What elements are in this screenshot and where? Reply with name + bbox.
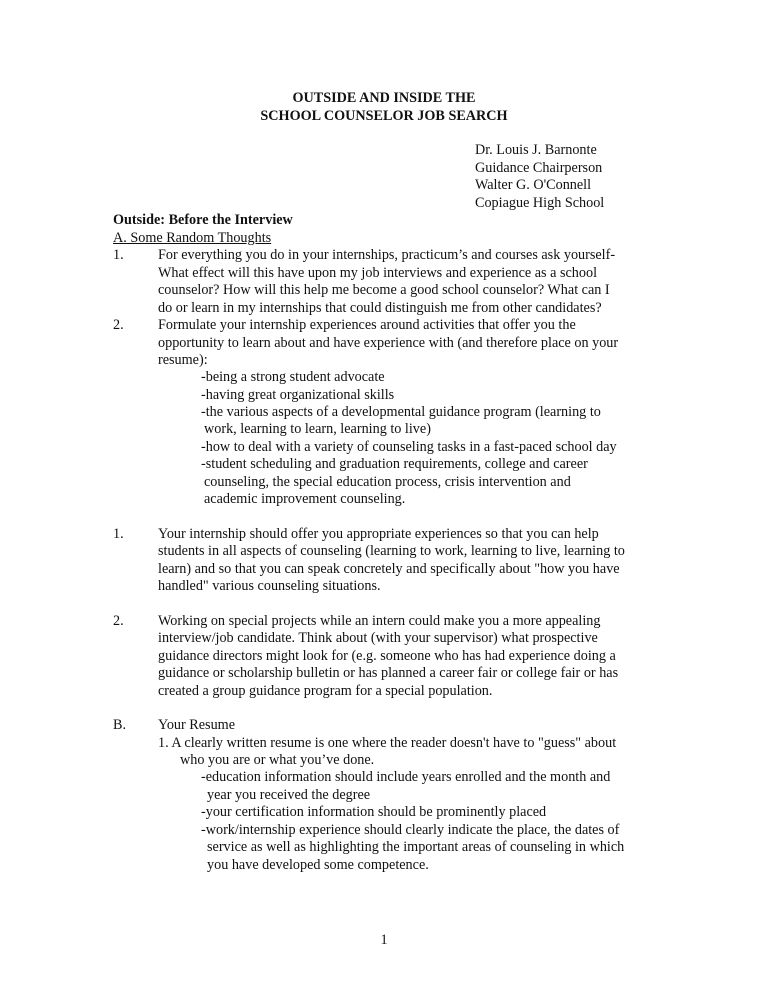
author-line: Dr. Louis J. Barnonte [475, 142, 597, 158]
paragraph-line: guidance directors might look for (e.g. someone who has had experience doing a [158, 648, 616, 664]
paragraph-line: do or learn in my internships that could distinguish me from other candidates? [158, 300, 602, 316]
bullet-line: -education information should include years enrolled and the month and [201, 769, 611, 785]
paragraph-line: 1. A clearly written resume is one where the reader doesn't have to "guess" about [158, 735, 617, 751]
list-number: 2. [113, 317, 124, 333]
bullet-line: service as well as highlighting the important areas of counseling in which [207, 839, 625, 855]
paragraph-line: who you are or what you’ve done. [180, 752, 375, 768]
bullet-line: -your certification information should be prominently placed [201, 804, 547, 820]
bullet-line: -student scheduling and graduation requirements, college and career [201, 456, 588, 472]
bullet-line: year you received the degree [207, 787, 371, 803]
bullet-line: -work/internship experience should clearly indicate the place, the dates of [201, 822, 620, 838]
list-number: 2. [113, 613, 124, 629]
paragraph-line: resume): [158, 352, 208, 368]
paragraph-line: Your internship should offer you appropriate experiences so that you can help [158, 526, 599, 542]
bullet-line: you have developed some competence. [207, 857, 429, 873]
section-heading: Outside: Before the Interview [113, 212, 293, 228]
bullet-line: -being a strong student advocate [201, 369, 385, 385]
list-number: 1. [113, 526, 124, 542]
document-title-line-1: OUTSIDE AND INSIDE THE [292, 90, 476, 106]
section-letter: B. [113, 717, 127, 733]
bullet-line: -how to deal with a variety of counseling tasks in a fast-paced school day [201, 439, 617, 455]
paragraph-line: counselor? How will this help me become a good school counselor? What can I [158, 282, 610, 298]
bullet-line: academic improvement counseling. [204, 491, 406, 507]
bullet-line: work, learning to learn, learning to live) [204, 421, 431, 437]
bullet-line: -having great organizational skills [201, 387, 395, 403]
list-number: 1. [113, 247, 124, 263]
paragraph-line: guidance or scholarship bulletin or has planned a career fair or college fair or has [158, 665, 619, 681]
paragraph-line: learn) and so that you can speak concretely and specifically about "how you have [158, 561, 620, 577]
paragraph-line: Working on special projects while an intern could make you a more appealing [158, 613, 601, 629]
section-label: Your Resume [158, 717, 235, 733]
bullet-line: -the various aspects of a developmental guidance program (learning to [201, 404, 601, 420]
paragraph-line: interview/job candidate. Think about (with your supervisor) what prospective [158, 630, 598, 646]
subsection-heading: A. Some Random Thoughts [113, 230, 272, 246]
author-line: Walter G. O'Connell [475, 177, 592, 193]
paragraph-line: Formulate your internship experiences around activities that offer you the [158, 317, 576, 333]
paragraph-line: What effect will this have upon my job interviews and experience as a school [158, 265, 598, 281]
paragraph-line: students in all aspects of counseling (learning to work, learning to live, learning to [158, 543, 625, 559]
paragraph-line: created a group guidance program for a special population. [158, 683, 493, 699]
paragraph-line: opportunity to learn about and have experience with (and therefore place on your [158, 335, 619, 351]
paragraph-line: For everything you do in your internships, practicum’s and courses ask yourself- [158, 247, 616, 263]
bullet-line: counseling, the special education process, crisis intervention and [204, 474, 571, 490]
author-line: Copiague High School [475, 195, 605, 211]
page-number: 1 [380, 932, 388, 948]
document-title-line-2: SCHOOL COUNSELOR JOB SEARCH [260, 107, 508, 124]
author-line: Guidance Chairperson [475, 160, 603, 176]
paragraph-line: handled" various counseling situations. [158, 578, 381, 594]
